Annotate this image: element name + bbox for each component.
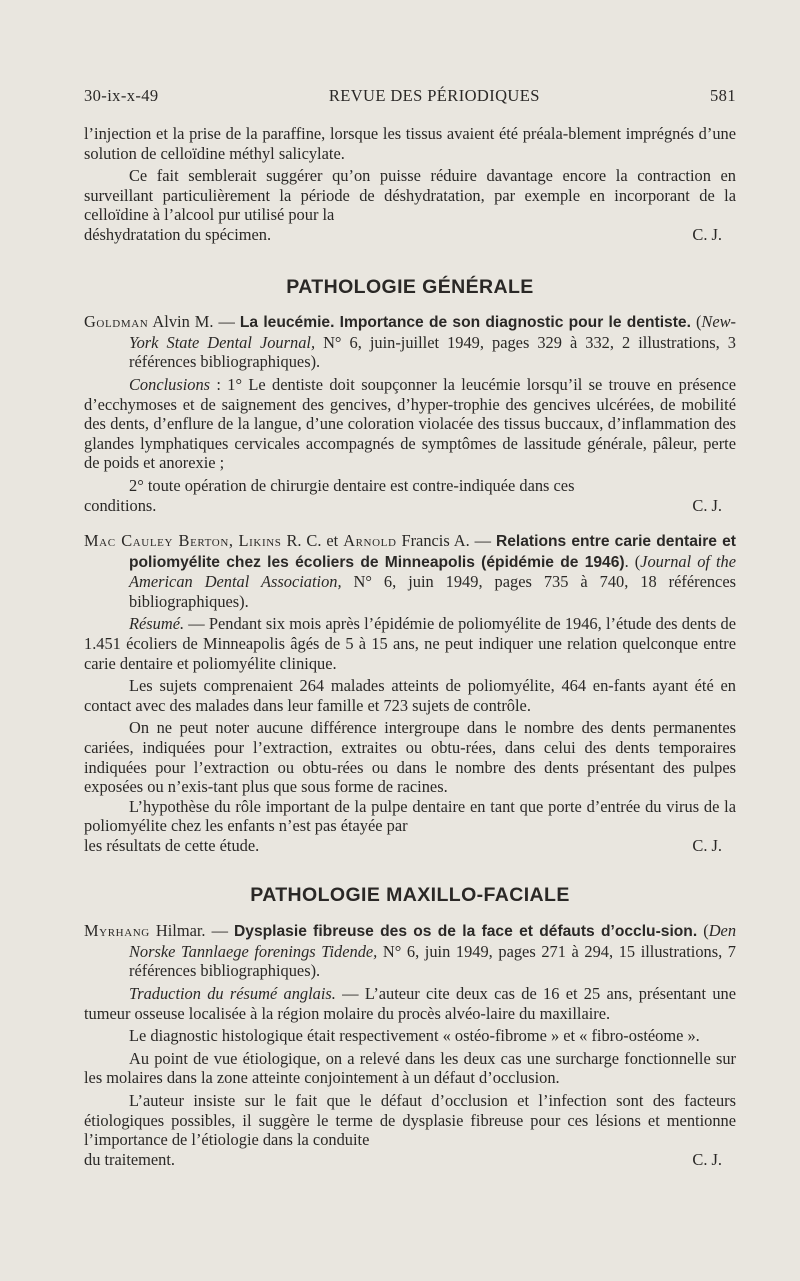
page-body (84, 124, 736, 1169)
intro-paragraph-1: l’injection et la prise de la paraffine, lorsque les tissus avaient été préala-blement imprégnés d’une solution de celloïdine méthyl salicylate. (84, 124, 736, 163)
maccauley-citation (84, 531, 736, 611)
section-heading-maxillo-facial: PATHOLOGIE MAXILLO-FACIALE (250, 883, 570, 906)
goldman-conclusions (84, 375, 736, 473)
intro-signature-line (84, 225, 736, 245)
goldman-author-rest: Alvin M. — (148, 312, 240, 332)
intro-paragraph-2-end: déshydratation du spécimen. (84, 224, 272, 244)
myrhang-journal: Den Norske Tannlaege forenings Tidende, (129, 921, 737, 961)
myrhang-ref-open: ( (697, 921, 709, 941)
maccauley-ref-rest: N° 6, juin 1949, pages 735 à 740, 18 références bibliographiques). (129, 572, 736, 611)
maccauley-paragraph-2: Les sujets comprenaient 264 malades atteints de poliomyélite, 464 en-fants ayant été en contact avec des malades dans leur famille et 723 sujets de contrôle. (84, 676, 736, 715)
goldman-citation (84, 312, 736, 372)
maccauley-resume (84, 614, 736, 673)
maccauley-author-1: Mac Cauley Berton, (84, 531, 234, 551)
entry-myrhang (84, 921, 736, 1169)
goldman-author-surname: Goldman (84, 312, 149, 332)
goldman-paragraph-2: 2° toute opération de chirurgie dentaire est contre-indiquée dans ces (129, 475, 575, 495)
goldman-ref-rest: N° 6, juin-juillet 1949, pages 329 à 332, 2 illustrations, 3 références bibliographiques). (129, 332, 736, 372)
entry-goldman (84, 312, 736, 515)
goldman-ref-open: ( (690, 312, 702, 332)
intro-paragraph-2-text: Ce fait semblerait suggérer qu’on puisse réduire davantage encore la contraction en surveillant particulièrement la période de déshydratation, par exemple en incorporant de la celloïdine à l’alcool pur utilisé pour la (84, 166, 736, 225)
myrhang-ref-rest: N° 6, juin 1949, pages 271 à 294, 15 illustrations, 7 références bibliographiques). (129, 941, 736, 981)
maccauley-author-3-rest: Francis A. — (396, 531, 496, 551)
myrhang-translation-label: Traduction du résumé anglais. (129, 983, 336, 1003)
myrhang-paragraph-3: Au point de vue étiologique, on a relevé dans les deux cas une surcharge fonctionnelle sur les molaires dans la zone atteinte conjointement à un défaut d’occlusion. (84, 1048, 736, 1088)
myrhang-translation-text: — L’auteur cite deux cas de 16 et 25 ans, présentant une tumeur osseuse localisée à la région molaire du procès alvéo-laire du maxillaire. (84, 983, 736, 1023)
myrhang-signature: C. J. (692, 1149, 722, 1169)
goldman-title: La leucémie. Importance de son diagnostic pour le dentiste. (239, 314, 691, 332)
maccauley-author-3: Arnold (343, 531, 397, 551)
myrhang-paragraph-4-end: du traitement. (84, 1149, 176, 1169)
header-title: REVUE DES PÉRIODIQUES (328, 86, 540, 105)
maccauley-signature: C. J. (692, 836, 722, 855)
maccauley-author-2-rest: R. C. et (281, 531, 344, 551)
goldman-paragraph-2-end: conditions. (84, 495, 157, 515)
myrhang-paragraph-4: L’auteur insiste sur le fait que le défaut d’occlusion et l’infection sont des facteurs étiologiques possibles, il suggère le terme de dysplasie fibreuse pour ces lésions et mentionne l’importance de l’étiologie dans la conduite (84, 1090, 736, 1150)
maccauley-journal: Journal of the American Dental Association, (129, 551, 736, 592)
intro-paragraph-2 (84, 166, 736, 225)
maccauley-resume-label: Résumé. (129, 614, 185, 634)
myrhang-author-rest: Hilmar. — (149, 921, 235, 941)
running-header (84, 86, 736, 106)
myrhang-signature-line (84, 1150, 736, 1170)
myrhang-title: Dysplasie fibreuse des os de la face et défauts d’occlu-sion. (234, 923, 698, 941)
header-date: 30-ix-x-49 (84, 86, 159, 105)
page-number: 581 (710, 86, 736, 105)
intro-signature: C. J. (692, 224, 722, 244)
maccauley-paragraph-3: On ne peut noter aucune différence intergroupe dans le nombre des dents permanentes cariées, indiquées pour l’extraction, extraites ou obtu-rées, dans celui des dents temporaires indiquées pour l’extraction ou obtu-rées ou dans le nombre des dents présentant des pulpes exposées ou n’exis-tant plus que sous forme de racines. (84, 718, 736, 797)
goldman-signature: C. J. (692, 495, 722, 515)
goldman-conclusions-label: Conclusions (129, 374, 211, 394)
myrhang-paragraph-2: Le diagnostic histologique était respectivement « ostéo-fibrome » et « fibro-ostéome ». (129, 1026, 700, 1046)
goldman-journal: New-York State Dental Journal, (129, 312, 737, 352)
goldman-signature-line (84, 496, 736, 516)
maccauley-title: Relations entre carie dentaire et poliomyélite chez les écoliers de Minneapolis (épidémie de 1946) (129, 533, 736, 571)
myrhang-translation (84, 984, 736, 1023)
maccauley-resume-text: — Pendant six mois après l’épidémie de poliomyélite de 1946, l’étude des dents de 1.451 écoliers de Minneapolis âgés de 5 à 15 ans, ne peut indiquer une relation quelconque entre carie dentaire et poliomyélite clinique. (84, 614, 736, 673)
section-heading-general: PATHOLOGIE GÉNÉRALE (286, 275, 534, 298)
myrhang-citation (84, 921, 736, 981)
maccauley-paragraph-4-end: les résultats de cette étude. (84, 836, 260, 855)
goldman-conclusions-text: : 1° Le dentiste doit soupçonner la leucémie lorsqu’il se trouve en présence d’ecchymoses et de saignement des gencives, d’hyper-trophie des gencives ulcérées, de mobilité des dents, d’enflure de la langue, d’une coloration violacée des tissus buccaux, d’inflammation des glandes lymphatiques cervicales accompagnés de symptômes de lassitude générale, pâleur, perte de poids et anorexie ; (84, 374, 736, 473)
entry-maccauley (84, 531, 736, 856)
myrhang-author-surname: Myrhang (84, 921, 150, 941)
maccauley-ref-open: . ( (624, 551, 641, 571)
maccauley-paragraph-4: L’hypothèse du rôle important de la pulpe dentaire en tant que porte d’entrée du virus de la poliomyélite chez les enfants n’est pas étayée par (84, 796, 736, 836)
maccauley-author-2: Likins (238, 531, 282, 551)
maccauley-signature-line (84, 836, 736, 856)
